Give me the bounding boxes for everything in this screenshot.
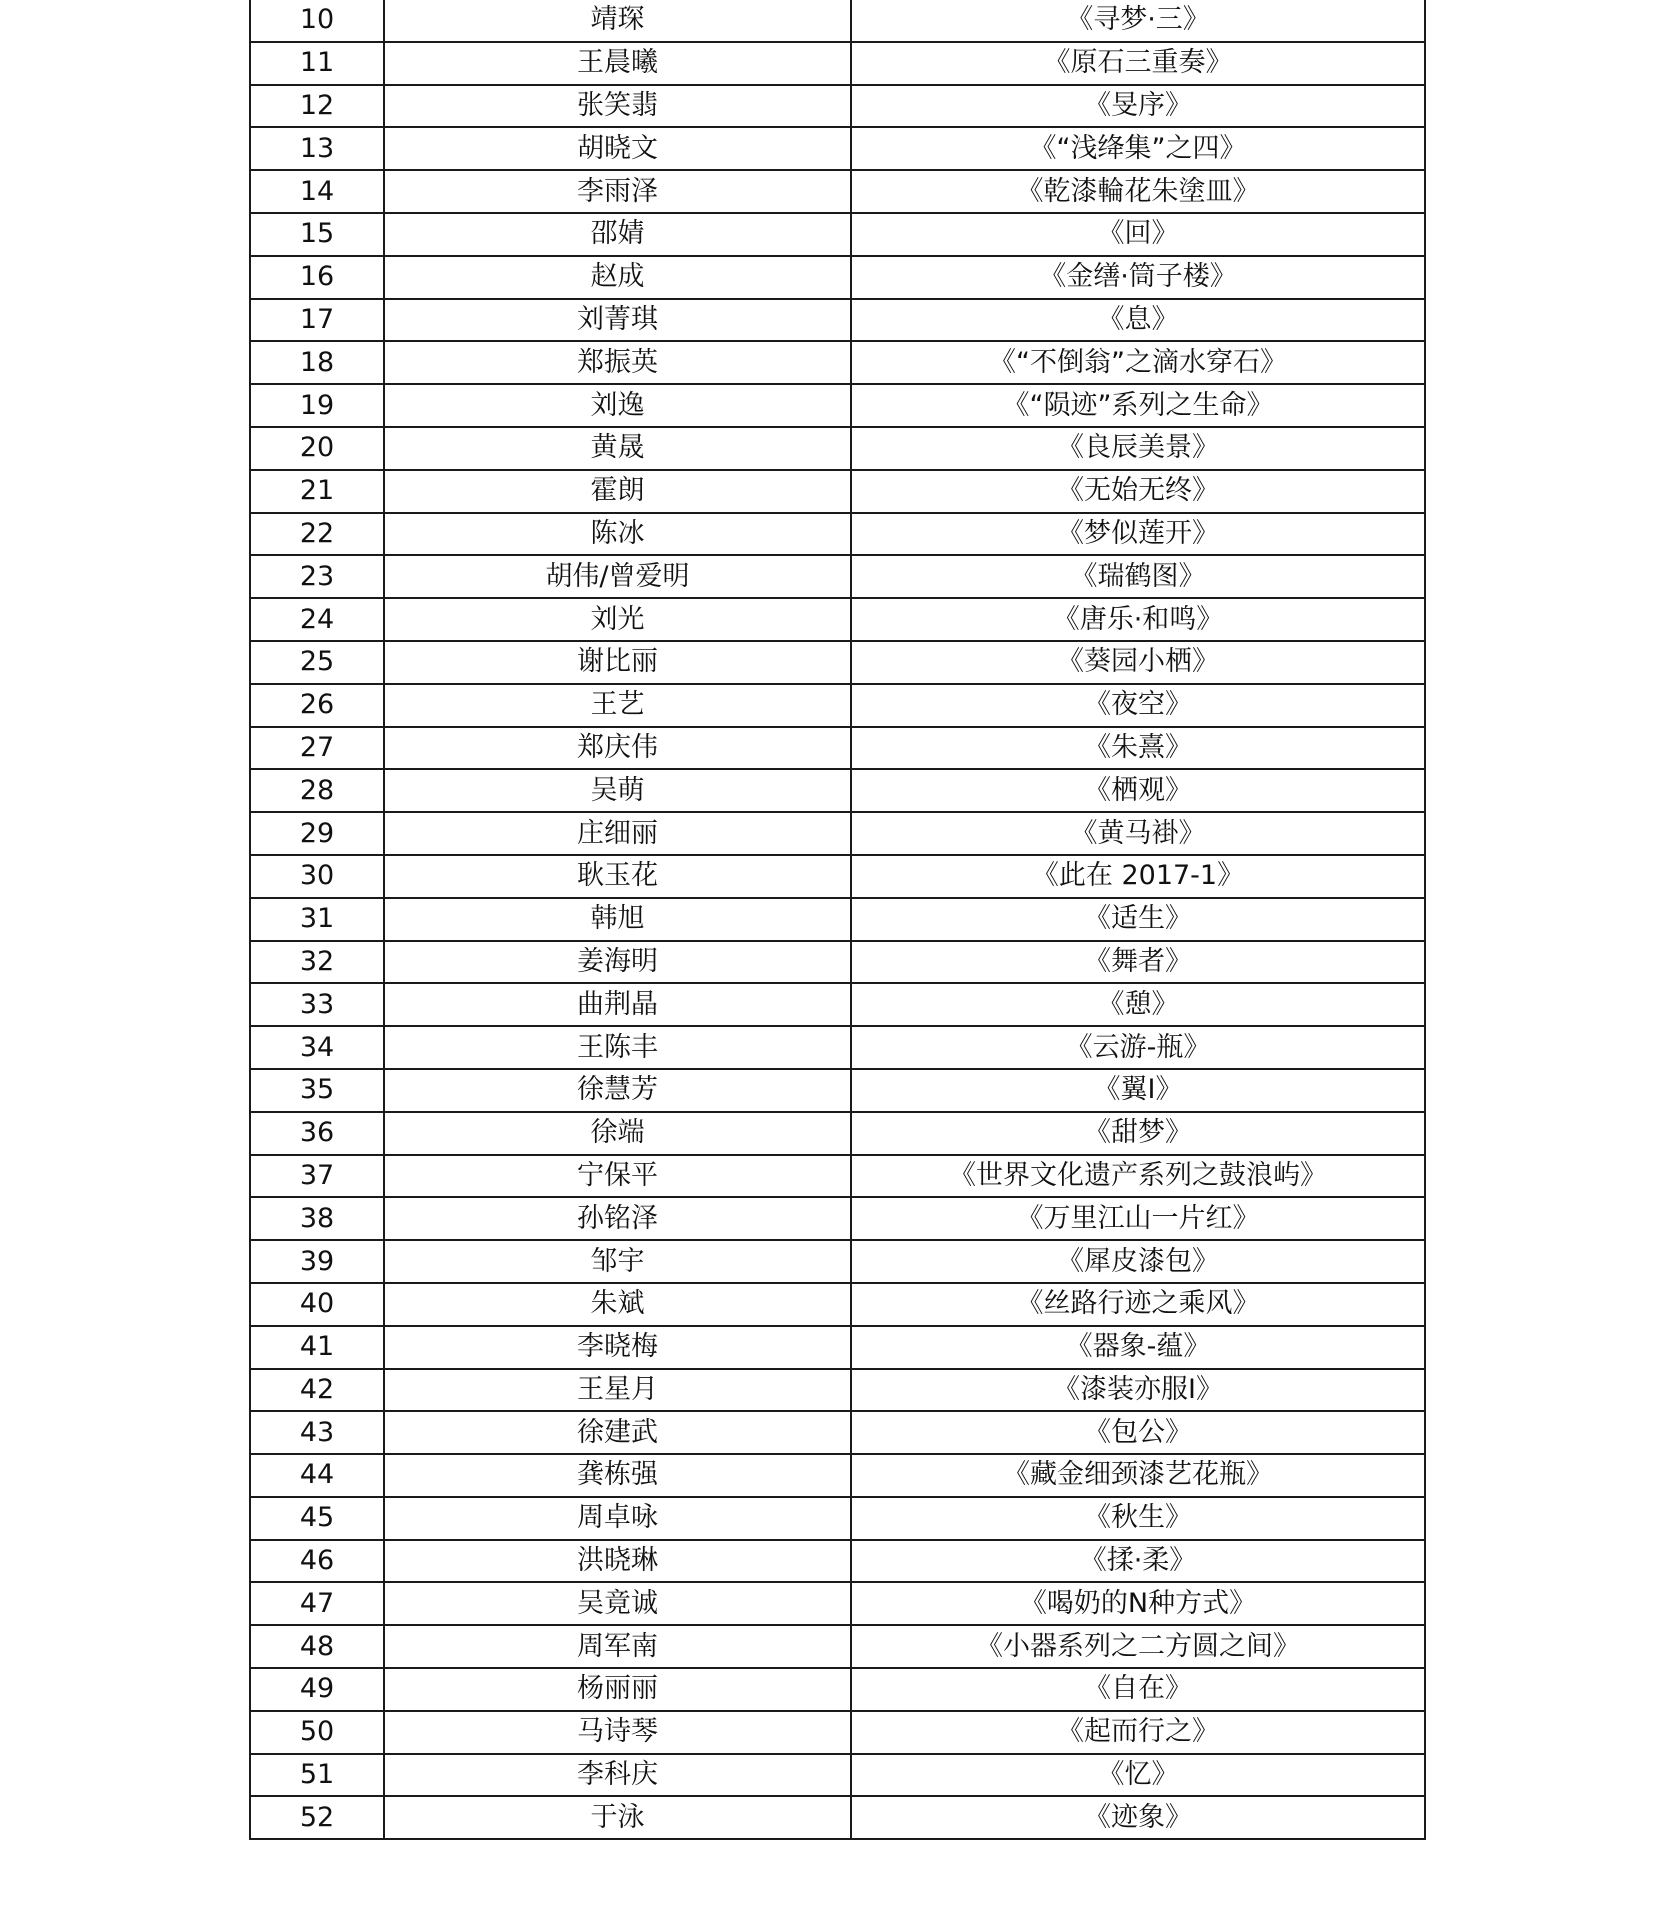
artist-name-cell: 龚栋强 [384, 1454, 851, 1497]
work-title-cell: 《栖观》 [851, 769, 1425, 812]
work-title-cell: 《寻梦·三》 [851, 0, 1425, 42]
table-row [250, 941, 1425, 984]
work-title-cell: 《“不倒翁”之滴水穿石》 [851, 341, 1425, 384]
work-title-cell: 《起而行之》 [851, 1711, 1425, 1754]
table-row [250, 555, 1425, 598]
artist-name-cell: 王艺 [384, 684, 851, 727]
table-row [250, 1540, 1425, 1583]
table-row [250, 1326, 1425, 1369]
entry-number-cell: 28 [250, 769, 384, 812]
artist-name-cell: 刘逸 [384, 384, 851, 427]
work-title-cell: 《翼Ⅰ》 [851, 1069, 1425, 1112]
work-title-cell: 《此在 2017-1》 [851, 855, 1425, 898]
artist-name-cell: 周军南 [384, 1625, 851, 1668]
table-row [250, 855, 1425, 898]
artist-name-cell: 王晨曦 [384, 42, 851, 85]
work-title-cell: 《黄马褂》 [851, 812, 1425, 855]
artist-name-cell: 宁保平 [384, 1155, 851, 1198]
artist-name-cell: 陈冰 [384, 513, 851, 556]
work-title-cell: 《漆装亦服Ⅰ》 [851, 1369, 1425, 1412]
artist-name-cell: 郑庆伟 [384, 727, 851, 770]
entry-number-cell: 21 [250, 470, 384, 513]
artwork-list-table [249, 0, 1426, 1840]
artist-name-cell: 杨丽丽 [384, 1668, 851, 1711]
table-row [250, 684, 1425, 727]
work-title-cell: 《迹象》 [851, 1796, 1425, 1839]
table-row [250, 1369, 1425, 1412]
entry-number-cell: 26 [250, 684, 384, 727]
work-title-cell: 《甜梦》 [851, 1112, 1425, 1155]
table-row [250, 213, 1425, 256]
work-title-cell: 《回》 [851, 213, 1425, 256]
table-body [250, 0, 1425, 1839]
table-row [250, 1112, 1425, 1155]
work-title-cell: 《揉·柔》 [851, 1540, 1425, 1583]
work-title-cell: 《万里江山一片红》 [851, 1197, 1425, 1240]
artist-name-cell: 于泳 [384, 1796, 851, 1839]
work-title-cell: 《自在》 [851, 1668, 1425, 1711]
table-row [250, 983, 1425, 1026]
entry-number-cell: 13 [250, 127, 384, 170]
entry-number-cell: 49 [250, 1668, 384, 1711]
table-row [250, 1069, 1425, 1112]
artist-name-cell: 徐慧芳 [384, 1069, 851, 1112]
entry-number-cell: 39 [250, 1240, 384, 1283]
work-title-cell: 《金缮·筒子楼》 [851, 256, 1425, 299]
entry-number-cell: 22 [250, 513, 384, 556]
work-title-cell: 《犀皮漆包》 [851, 1240, 1425, 1283]
table-row [250, 127, 1425, 170]
document-page [249, 0, 1424, 1840]
entry-number-cell: 45 [250, 1497, 384, 1540]
table-row [250, 1711, 1425, 1754]
entry-number-cell: 10 [250, 0, 384, 42]
table-row [250, 1454, 1425, 1497]
work-title-cell: 《舞者》 [851, 941, 1425, 984]
table-row [250, 1754, 1425, 1797]
table-row [250, 341, 1425, 384]
entry-number-cell: 48 [250, 1625, 384, 1668]
entry-number-cell: 27 [250, 727, 384, 770]
entry-number-cell: 40 [250, 1283, 384, 1326]
artist-name-cell: 郑振英 [384, 341, 851, 384]
work-title-cell: 《藏金细颈漆艺花瓶》 [851, 1454, 1425, 1497]
artist-name-cell: 王陈丰 [384, 1026, 851, 1069]
work-title-cell: 《瑞鹤图》 [851, 555, 1425, 598]
work-title-cell: 《世界文化遗产系列之鼓浪屿》 [851, 1155, 1425, 1198]
artist-name-cell: 曲荆晶 [384, 983, 851, 1026]
work-title-cell: 《小器系列之二方圆之间》 [851, 1625, 1425, 1668]
work-title-cell: 《喝奶的N种方式》 [851, 1582, 1425, 1625]
work-title-cell: 《无始无终》 [851, 470, 1425, 513]
artist-name-cell: 马诗琴 [384, 1711, 851, 1754]
artist-name-cell: 韩旭 [384, 898, 851, 941]
entry-number-cell: 42 [250, 1369, 384, 1412]
table-row [250, 513, 1425, 556]
entry-number-cell: 32 [250, 941, 384, 984]
table-row [250, 384, 1425, 427]
artist-name-cell: 李科庆 [384, 1754, 851, 1797]
entry-number-cell: 50 [250, 1711, 384, 1754]
entry-number-cell: 38 [250, 1197, 384, 1240]
artist-name-cell: 谢比丽 [384, 641, 851, 684]
entry-number-cell: 17 [250, 299, 384, 342]
work-title-cell: 《憩》 [851, 983, 1425, 1026]
entry-number-cell: 44 [250, 1454, 384, 1497]
entry-number-cell: 25 [250, 641, 384, 684]
table-row [250, 727, 1425, 770]
table-row [250, 256, 1425, 299]
entry-number-cell: 29 [250, 812, 384, 855]
table-row [250, 427, 1425, 470]
artist-name-cell: 邵婧 [384, 213, 851, 256]
artist-name-cell: 胡晓文 [384, 127, 851, 170]
entry-number-cell: 47 [250, 1582, 384, 1625]
entry-number-cell: 36 [250, 1112, 384, 1155]
entry-number-cell: 35 [250, 1069, 384, 1112]
table-row [250, 42, 1425, 85]
work-title-cell: 《忆》 [851, 1754, 1425, 1797]
table-row [250, 1497, 1425, 1540]
entry-number-cell: 12 [250, 85, 384, 128]
entry-number-cell: 24 [250, 598, 384, 641]
artist-name-cell: 胡伟/曾爱明 [384, 555, 851, 598]
work-title-cell: 《“浅绛集”之四》 [851, 127, 1425, 170]
artist-name-cell: 刘菁琪 [384, 299, 851, 342]
table-row [250, 1283, 1425, 1326]
work-title-cell: 《包公》 [851, 1411, 1425, 1454]
artist-name-cell: 周卓咏 [384, 1497, 851, 1540]
entry-number-cell: 34 [250, 1026, 384, 1069]
entry-number-cell: 11 [250, 42, 384, 85]
work-title-cell: 《旻序》 [851, 85, 1425, 128]
table-row [250, 1411, 1425, 1454]
entry-number-cell: 20 [250, 427, 384, 470]
work-title-cell: 《乾漆輪花朱塗皿》 [851, 170, 1425, 213]
entry-number-cell: 46 [250, 1540, 384, 1583]
artist-name-cell: 李晓梅 [384, 1326, 851, 1369]
table-row [250, 769, 1425, 812]
artist-name-cell: 张笑翡 [384, 85, 851, 128]
entry-number-cell: 19 [250, 384, 384, 427]
table-row [250, 1026, 1425, 1069]
artist-name-cell: 姜海明 [384, 941, 851, 984]
artist-name-cell: 邹宇 [384, 1240, 851, 1283]
entry-number-cell: 14 [250, 170, 384, 213]
table-row [250, 641, 1425, 684]
work-title-cell: 《唐乐·和鸣》 [851, 598, 1425, 641]
table-row [250, 85, 1425, 128]
artist-name-cell: 洪晓琳 [384, 1540, 851, 1583]
work-title-cell: 《息》 [851, 299, 1425, 342]
table-row [250, 812, 1425, 855]
table-row [250, 1625, 1425, 1668]
entry-number-cell: 43 [250, 1411, 384, 1454]
work-title-cell: 《朱熹》 [851, 727, 1425, 770]
work-title-cell: 《葵园小栖》 [851, 641, 1425, 684]
entry-number-cell: 30 [250, 855, 384, 898]
artist-name-cell: 庄细丽 [384, 812, 851, 855]
entry-number-cell: 51 [250, 1754, 384, 1797]
artist-name-cell: 靖琛 [384, 0, 851, 42]
entry-number-cell: 33 [250, 983, 384, 1026]
work-title-cell: 《“陨迹”系列之生命》 [851, 384, 1425, 427]
table-row [250, 299, 1425, 342]
table-row [250, 1582, 1425, 1625]
entry-number-cell: 52 [250, 1796, 384, 1839]
artist-name-cell: 徐端 [384, 1112, 851, 1155]
work-title-cell: 《梦似莲开》 [851, 513, 1425, 556]
work-title-cell: 《云游-瓶》 [851, 1026, 1425, 1069]
work-title-cell: 《良辰美景》 [851, 427, 1425, 470]
artist-name-cell: 黄晟 [384, 427, 851, 470]
work-title-cell: 《丝路行迹之乘风》 [851, 1283, 1425, 1326]
artist-name-cell: 耿玉花 [384, 855, 851, 898]
table-row [250, 1197, 1425, 1240]
table-row [250, 598, 1425, 641]
entry-number-cell: 18 [250, 341, 384, 384]
table-row [250, 898, 1425, 941]
artist-name-cell: 朱斌 [384, 1283, 851, 1326]
entry-number-cell: 37 [250, 1155, 384, 1198]
artist-name-cell: 吴萌 [384, 769, 851, 812]
work-title-cell: 《适生》 [851, 898, 1425, 941]
work-title-cell: 《夜空》 [851, 684, 1425, 727]
table-row [250, 0, 1425, 42]
entry-number-cell: 15 [250, 213, 384, 256]
work-title-cell: 《原石三重奏》 [851, 42, 1425, 85]
table-row [250, 1240, 1425, 1283]
artist-name-cell: 赵成 [384, 256, 851, 299]
table-row [250, 1796, 1425, 1839]
work-title-cell: 《秋生》 [851, 1497, 1425, 1540]
table-row [250, 1155, 1425, 1198]
entry-number-cell: 16 [250, 256, 384, 299]
artist-name-cell: 徐建武 [384, 1411, 851, 1454]
table-row [250, 1668, 1425, 1711]
table-row [250, 170, 1425, 213]
artist-name-cell: 吴竟诚 [384, 1582, 851, 1625]
table-row [250, 470, 1425, 513]
work-title-cell: 《器象-蕴》 [851, 1326, 1425, 1369]
entry-number-cell: 23 [250, 555, 384, 598]
artist-name-cell: 李雨泽 [384, 170, 851, 213]
artist-name-cell: 刘光 [384, 598, 851, 641]
artist-name-cell: 孙铭泽 [384, 1197, 851, 1240]
entry-number-cell: 41 [250, 1326, 384, 1369]
artist-name-cell: 霍朗 [384, 470, 851, 513]
entry-number-cell: 31 [250, 898, 384, 941]
artist-name-cell: 王星月 [384, 1369, 851, 1412]
